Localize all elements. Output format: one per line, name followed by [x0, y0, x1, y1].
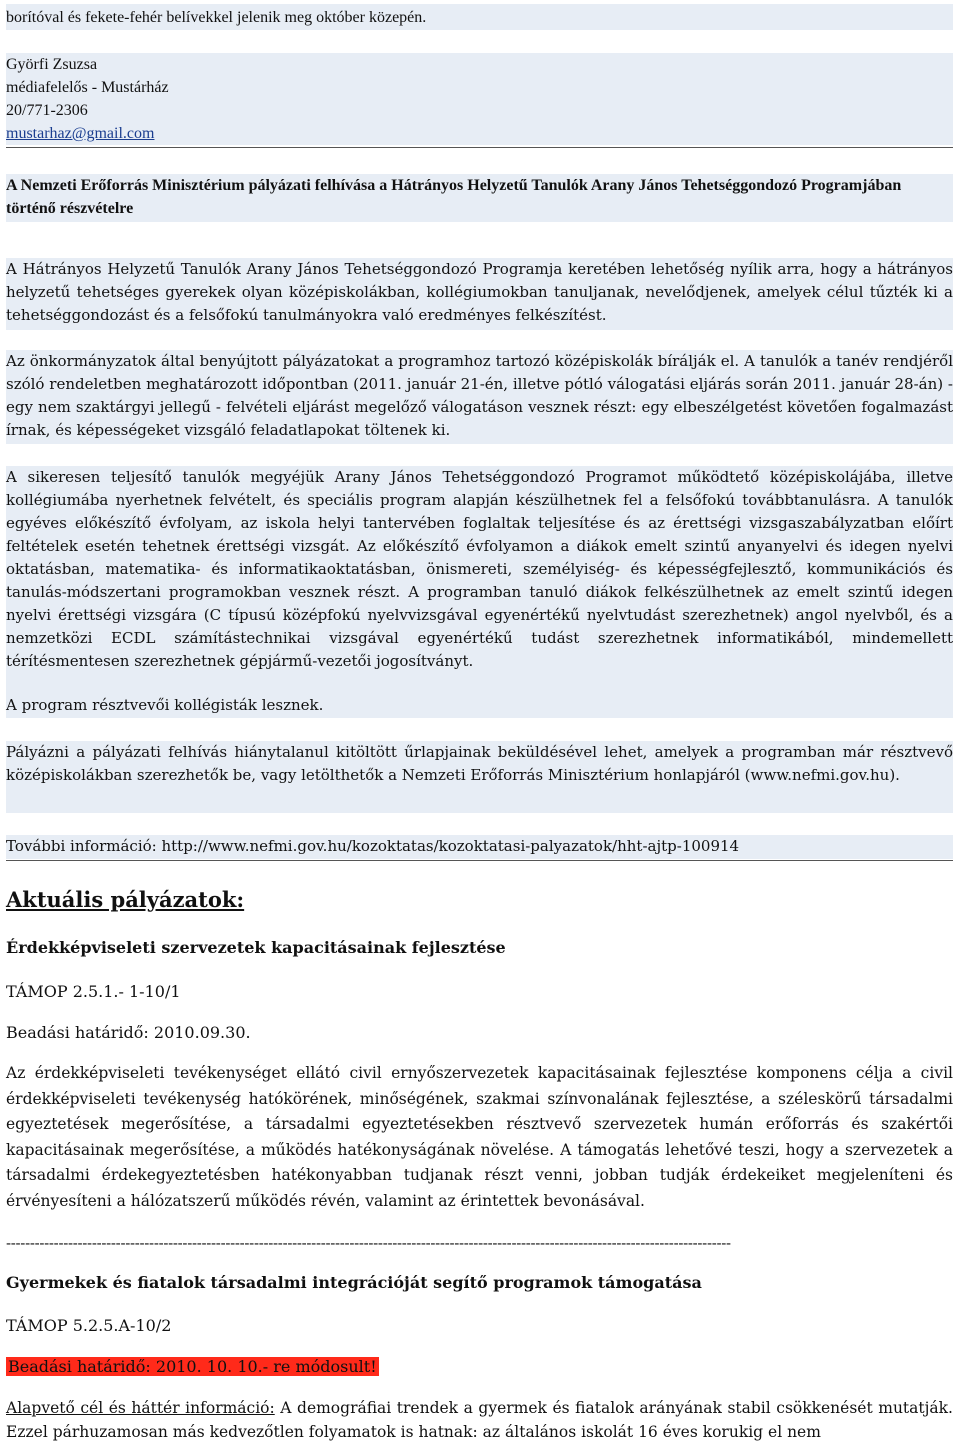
grant-body-2	[6, 1396, 953, 1444]
grant-deadline-1: Beadási határidő: 2010.09.30.	[6, 1023, 251, 1042]
article-paragraph-5: Pályázni a pályázati felhívás hiánytalanul kitöltött űrlapjainak beküldésével lehet, amelyek a programban már résztvevő középiskolákban szerezhetők be, vagy letölthetők a Nemzeti Erőforrás Minisztérium honlapjáról (www.nefmi.gov.hu).	[6, 741, 953, 813]
divider-rule	[6, 147, 953, 148]
article-title: A Nemzeti Erőforrás Minisztérium pályázati felhívása a Hátrányos Helyzetű Tanulók Arany János Tehetséggondozó Programjában történő részvételre	[6, 177, 902, 217]
contact-email-link[interactable]: mustarhaz@gmail.com	[6, 125, 155, 142]
section-heading-block	[6, 887, 953, 912]
divider-rule	[6, 860, 953, 861]
grant-deadline-2	[6, 1355, 953, 1378]
article-title-block	[6, 174, 953, 222]
intro-block	[6, 4, 953, 30]
section-heading: Aktuális pályázatok:	[6, 887, 245, 912]
article-paragraph-3: A sikeresen teljesítő tanulók megyéjük Arany János Tehetséggondozó Programot működtető középiskolájába, illetve kollégiumába nyerhetnek felvételt, és speciális program alapján készülhetnek fel a felsőfokú továbbtanulásra. A tanulók egyéves előkészítő évfolyam, az iskola helyi tantervében foglaltak teljesítése és az érettségi vizsgaszabályzatban előírt feltételek esetén tehetnek érettségi vizsgát. Az előkészítő évfolyamon a diákok emelt szintű anyanyelvi és idegen nyelvi oktatásban, matematika- és informatikaoktatásban, önismereti, személyiség- és képességfejlesztő, kommunikációs és tanulás-módszertani programokban vesznek részt. A programban tanuló diákok felkészülhetnek az emelt szintű idegen nyelvi érettségi vizsgára (C típusú középfokú nyelvvizsgával egyenértékű nyelvtudást szerezhetnek) angol nyelvből, és a nemzetközi ECDL számítástechnikai vizsgával egyenértékű tudást szerezhetnek informatikából, mindemellett térítésmentesen szerezhetnek gépjármű-vezetői jogosítványt.	[6, 466, 953, 694]
contact-name: Györfi Zsuzsa	[6, 56, 98, 73]
grant-code-2: TÁMOP 5.2.5.A-10/2	[6, 1316, 172, 1335]
background-info-text: A demográfiai trendek a gyermek és fiatalok arányának stabil csökkenését mutatják. Ezzel párhuzamosan más kedvezőtlen folyamatok is hatnak: az általános iskolát 16 éves korukig el nem	[6, 1399, 953, 1441]
more-info-link[interactable]: További információ: http://www.nefmi.gov.hu/kozoktatas/kozoktatasi-palyazatok/hht-ajtp-100914	[6, 837, 740, 855]
contact-phone: 20/771-2306	[6, 102, 88, 119]
article-paragraph-1: A Hátrányos Helyzetű Tanulók Arany János Tehetséggondozó Programja keretében lehetőség nyílik arra, hogy a hátrányos helyzetű tehetséges gyerekek olyan középiskolákban, kollégiumokban tanuljanak, nevelődjenek, amelyek célul tűzték ki a tehetséggondozást és a felsőfokú tanulmányokra való eredményes felkészítést.	[6, 258, 953, 330]
grant-code-1: TÁMOP 2.5.1.- 1-10/1	[6, 982, 181, 1001]
article-paragraph-4: A program résztvevői kollégisták lesznek.	[6, 694, 953, 718]
grant-item-1	[6, 938, 953, 957]
dashed-divider: --------------------------------------------------------------------------------------------------------------------------------------------------------	[6, 1234, 731, 1252]
contact-block	[6, 53, 953, 145]
intro-line: borítóval és fekete-fehér belívekkel jelenik meg október közepén.	[6, 9, 427, 26]
grant-title: Érdekképviseleti szervezetek kapacitásainak fejlesztése	[6, 938, 506, 957]
background-info-label: Alapvető cél és háttér információ:	[6, 1399, 275, 1417]
article-paragraph-2: Az önkormányzatok által benyújtott pályázatokat a programhoz tartozó középiskolák bírálják el. A tanulók a tanév rendjéről szóló rendeletben meghatározott időpontban (2011. január 21-én, illetve pótló válogatási eljárás során 2011. január 28-án) - egy nem szaktárgyi jellegű - felvételi eljárást megelőző válogatáson vesznek részt: egy elbeszélgetést követően fogalmazást írnak, és képességeket vizsgáló feladatlapokat töltenek ki.	[6, 350, 953, 444]
more-info-block	[6, 835, 953, 859]
grant-body-1: Az érdekképviseleti tevékenységet ellátó civil ernyőszervezetek kapacitásainak fejlesztése komponens célja a civil érdekképviseleti tevékenység hatókörének, minőségének, szakmai színvonalának fejlesztése, a széleskörű társadalmi egyeztetések megerősítése, a társadalmi egyeztetésekben résztvevő szervezetek humán erőforrás és szakértői kapacitásainak megerősítése, a működés hatékonyságának növelése. A támogatás lehetővé teszi, hogy a szervezetek a társadalmi érdekegyeztetésben hatékonyabban tudjanak részt venni, jobban tudják érdekeiket megjeleníteni és érvényesíteni a hálózatszerű működés révén, valamint az érintettek bevonásával.	[6, 1064, 953, 1210]
deadline-highlight: Beadási határidő: 2010. 10. 10.- re módosult!	[8, 1357, 377, 1376]
grant-title: Gyermekek és fiatalok társadalmi integrációját segítő programok támogatása	[6, 1273, 702, 1292]
contact-role: médiafelelős - Mustárház	[6, 79, 169, 96]
grant-item-2	[6, 1273, 953, 1292]
